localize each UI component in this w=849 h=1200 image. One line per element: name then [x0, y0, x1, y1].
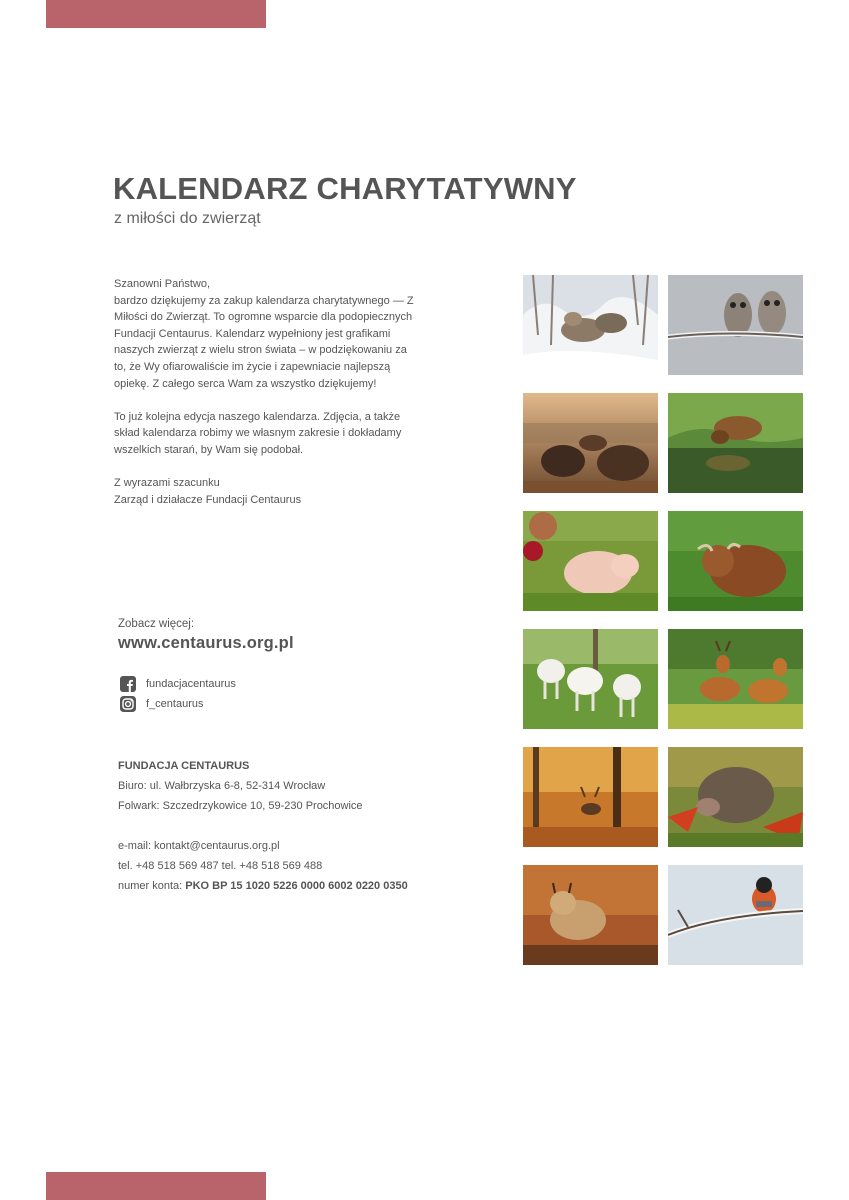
- facebook-handle: fundacjacentaurus: [146, 678, 236, 690]
- contact-phone: tel. +48 518 569 487 tel. +48 518 569 488: [118, 860, 323, 872]
- photo-pigs-herd: [523, 393, 658, 493]
- top-accent-bar: [46, 0, 266, 28]
- instagram-handle: f_centaurus: [146, 698, 204, 710]
- photo-stag-autumn-forest: [523, 747, 658, 847]
- farm-address: Folwark: Szczedrzykowice 10, 59-230 Prochowice: [118, 800, 363, 812]
- photo-wolves-in-snow: [523, 275, 658, 375]
- photo-owls-on-branch: [668, 275, 803, 375]
- facebook-link[interactable]: [120, 676, 236, 692]
- office-address: Biuro: ul. Wałbrzyska 6-8, 52-314 Wrocław: [118, 780, 326, 792]
- photo-piglet-in-grass: [523, 511, 658, 611]
- letter-closing-line-1: Z wyrazami szacunku: [114, 477, 220, 490]
- photo-highland-calf: [668, 511, 803, 611]
- contact-email[interactable]: e-mail: kontakt@centaurus.org.pl: [118, 840, 280, 852]
- bank-account-number: PKO BP 15 1020 5226 0000 6002 0220 0350: [185, 880, 408, 892]
- photo-bullfinch-winter: [668, 865, 803, 965]
- letter-closing-line-2: Zarząd i działacze Fundacji Centaurus: [114, 493, 302, 506]
- letter-greeting: Szanowni Państwo,: [114, 278, 210, 290]
- photo-lambs: [523, 629, 658, 729]
- page-title: KALENDARZ CHARYTATYWNY: [113, 170, 577, 206]
- facebook-icon: [120, 676, 136, 692]
- letter-closing: [114, 475, 414, 508]
- bank-account: [118, 876, 458, 896]
- photo-otter-by-water: [668, 393, 803, 493]
- bottom-accent-bar: [46, 1172, 266, 1200]
- letter-intro: [114, 276, 414, 392]
- photo-roe-deer: [668, 629, 803, 729]
- photo-hedgehog-leaves: [668, 747, 803, 847]
- see-more-label: Zobacz więcej:: [118, 618, 195, 630]
- organization-name: FUNDACJA CENTAURUS: [118, 760, 250, 772]
- instagram-icon: [120, 696, 136, 712]
- organization-details: [118, 756, 458, 896]
- letter-paragraph-1: bardzo dziękujemy za zakup kalendarza charytatywnego — Z Miłości do Zwierząt. To ogromne wsparcie dla podopiecznych Fundacji Centaurus. Kalendarz wypełniony jest grafikami naszych zwierząt z wielu stron świata – w podziękowaniu za to, że Wy ofiarowaliście im życie i zapewniacie najlepszą opiekę. Z całego serca Wam za wszystko dziękujemy!: [114, 294, 414, 390]
- page-subtitle: z miłości do zwierząt: [114, 210, 261, 227]
- bank-account-label: numer konta:: [118, 880, 186, 892]
- letter-body: [114, 276, 414, 525]
- photo-lynx-in-stream: [523, 865, 658, 965]
- letter-paragraph-2: To już kolejna edycja naszego kalendarza. Zdjęcia, a także skład kalendarza robimy we własnym zakresie i dokładamy wszelkich starań, by Wam się podobał.: [114, 410, 402, 456]
- website-link[interactable]: www.centaurus.org.pl: [118, 634, 294, 652]
- instagram-link[interactable]: [120, 696, 203, 712]
